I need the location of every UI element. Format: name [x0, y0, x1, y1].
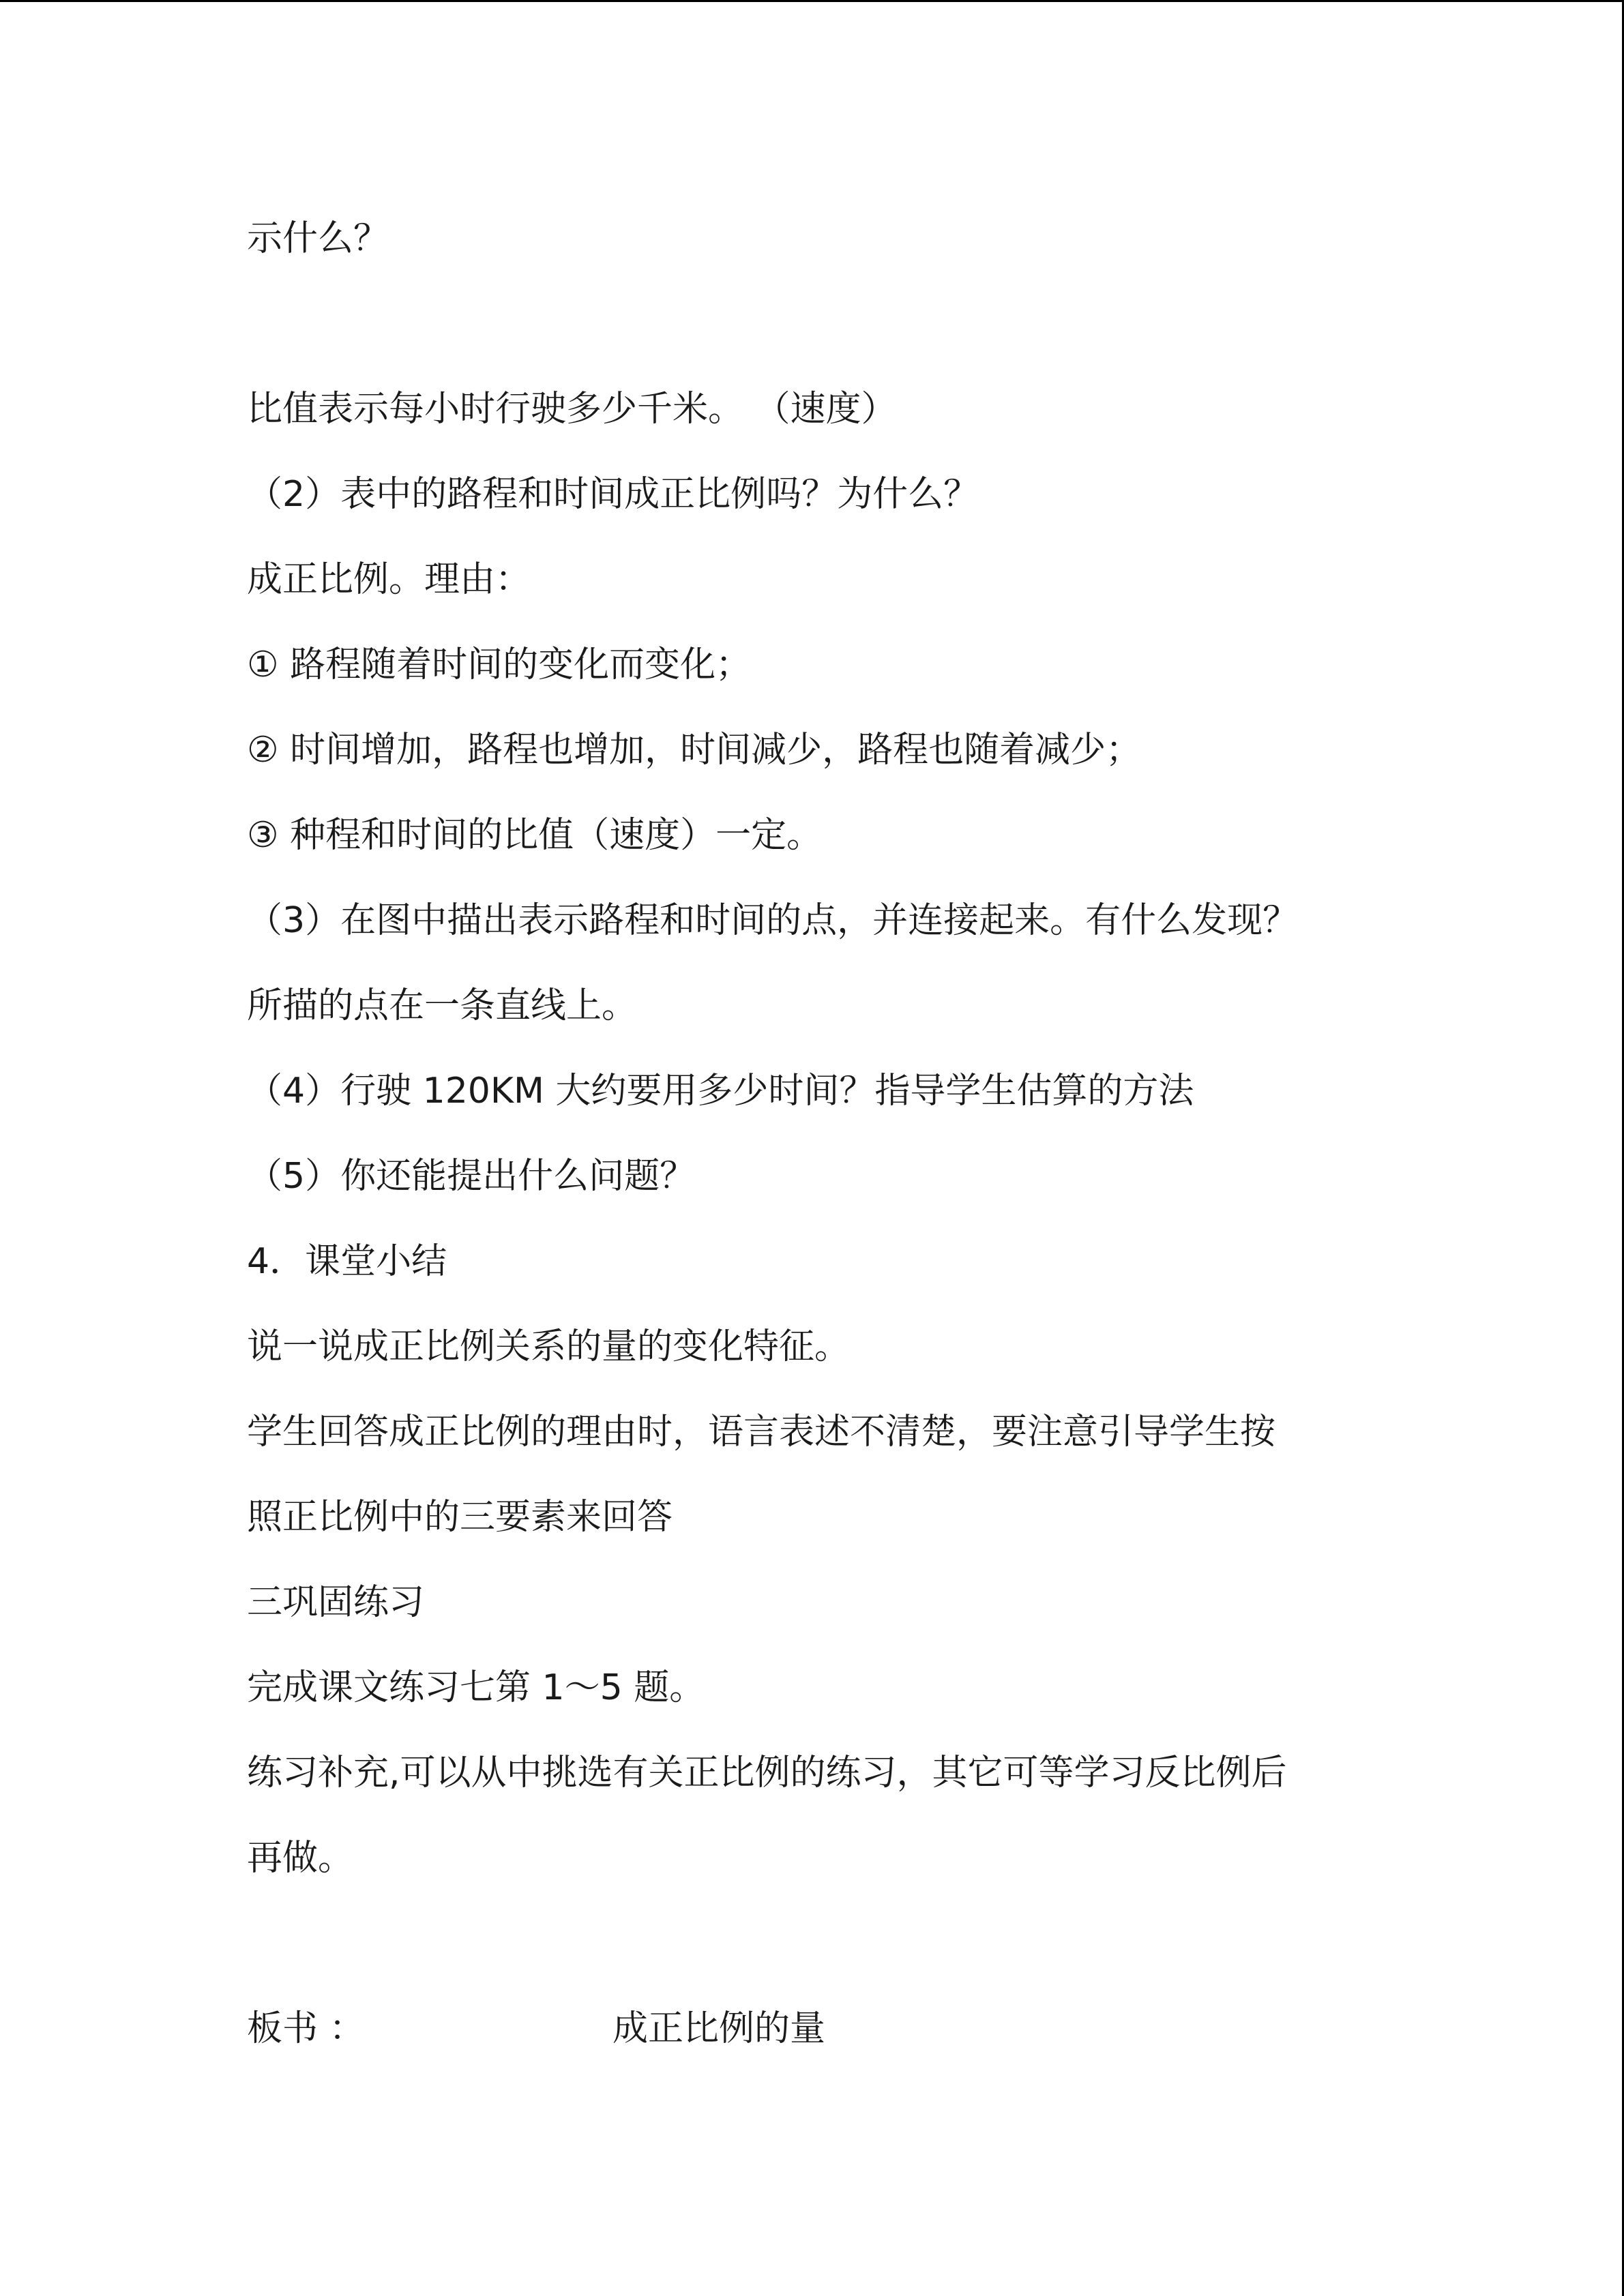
section-heading: 4．课堂小结 — [247, 1241, 447, 1282]
text-line: 学生回答成正比例的理由时，语言表述不清楚，要注意引导学生按 — [247, 1412, 1276, 1452]
reason-item: ③ 种程和时间的比值（速度）一定。 — [247, 815, 823, 856]
text-line: 完成课文练习七第 1～5 题。 — [247, 1667, 705, 1708]
section-heading: 三巩固练习 — [247, 1582, 425, 1623]
board-label: 板书 ： — [247, 2008, 365, 2049]
top-border — [0, 0, 1624, 2]
text-line: （4）行驶 120KM 大约要用多少时间？指导学生估算的方法 — [247, 1071, 1194, 1112]
text-line: 所描的点在一条直线上。 — [247, 985, 638, 1026]
reason-item: ② 时间增加，路程也增加，时间减少，路程也随着减少； — [247, 730, 1142, 771]
text-line: 说一说成正比例关系的量的变化特征。 — [247, 1326, 851, 1367]
text-line: 示什么？ — [247, 218, 389, 259]
board-value: 成正比例的量 — [612, 2008, 826, 2049]
text-line: 比值表示每小时行驶多少千米。 （速度） — [247, 389, 897, 430]
text-line: 练习补充,可以从中挑选有关正比例的练习，其它可等学习反比例后 — [247, 1753, 1287, 1793]
text-line: 成正比例。理由： — [247, 559, 531, 600]
text-line: 再做。 — [247, 1838, 354, 1879]
reason-item: ① 路程随着时间的变化而变化； — [247, 644, 752, 685]
text-line: 照正比例中的三要素来回答 — [247, 1497, 673, 1538]
text-line: （3）在图中描出表示路程和时间的点，并连接起来。有什么发现？ — [247, 900, 1299, 941]
text-line: （5）你还能提出什么问题？ — [247, 1156, 696, 1197]
text-line: （2）表中的路程和时间成正比例吗？为什么？ — [247, 474, 979, 515]
